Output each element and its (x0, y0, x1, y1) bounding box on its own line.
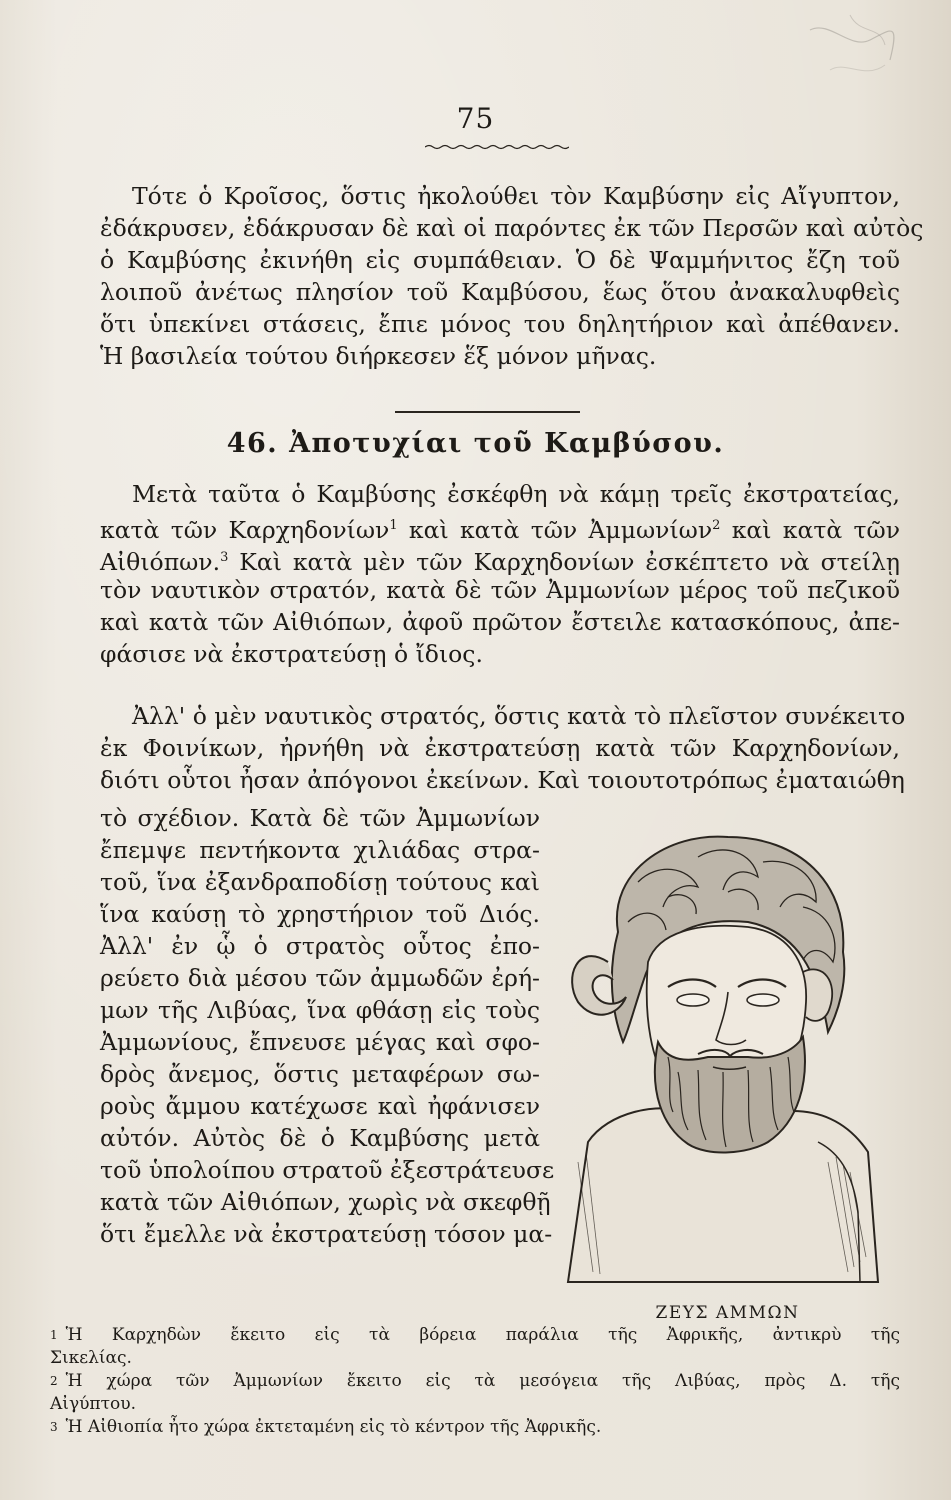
section-divider (395, 411, 580, 413)
text-segment: Αἰθιόπων. (100, 547, 221, 576)
text-line: ἐδάκρυσεν, ἐδάκρυσαν δὲ καὶ οἱ παρόντες ἐκ τῶν Περσῶν καὶ αὐτὸς (100, 214, 924, 242)
text-segment: Καὶ κατὰ μὲν τῶν Καρχηδονίων ἐσκέπτετο νὰ στείλῃ (239, 547, 900, 576)
text-segment: κατὰ τῶν Καρχηδονίων (100, 515, 390, 544)
footnote-text: Ἡ Καρχηδὼν ἔκειτο εἰς τὰ βόρεια παράλια τῆς Ἀφρικῆς, ἀντικρὺ τῆς (65, 1325, 900, 1345)
footnote-text: Ἡ Αἰθιοπία ἦτο χώρα ἐκτεταμένη εἰς τὸ κέντρον τῆς Ἀφρικῆς. (65, 1417, 602, 1437)
text-line: Τότε ὁ Κροῖσος, ὅστις ἠκολούθει τὸν Καμβύσην εἰς Αἴγυπτον, (132, 182, 900, 210)
footnote-number: 2 (50, 1374, 58, 1388)
figure-caption: ΖΕΥΣ ΑΜΜΩΝ (655, 1303, 800, 1323)
footnote-number: 1 (50, 1328, 58, 1342)
section-title: 46. Ἀποτυχίαι τοῦ Καμβύσου. (226, 428, 725, 459)
footnote-text: Ἡ χώρα τῶν Ἀμμωνίων ἔκειτο εἰς τὰ μεσόγεια τῆς Λιβύας, πρὸς Δ. τῆς (65, 1371, 900, 1391)
text-line: τοῦ ὑπολοίπου στρατοῦ ἐξεστράτευσε (100, 1156, 555, 1184)
text-line-with-notes (100, 542, 900, 574)
footnote-number: 3 (50, 1420, 58, 1434)
text-line: ἐκ Φοινίκων, ἠρνήθη νὰ ἐκστρατεύσῃ κατὰ τῶν Καρχηδονίων, (100, 734, 900, 762)
text-line: Ἀμμωνίους, ἔπνευσε μέγας καὶ σφο- (100, 1028, 540, 1056)
text-segment: καὶ κατὰ τῶν Ἀμμωνίων (408, 515, 713, 544)
text-line: διότι οὗτοι ἦσαν ἀπόγονοι ἐκείνων. Καὶ τοιουτοτρόπως ἐματαιώθη (100, 766, 905, 794)
paragraph-1 (100, 478, 900, 670)
text-line: ροὺς ἄμμου κατέχωσε καὶ ἠφάνισεν (100, 1092, 540, 1120)
text-line-with-notes (100, 510, 900, 542)
text-line: ὅτι ὑπεκίνει στάσεις, ἔπιε μόνος του δηλητήριον καὶ ἀπέθανεν. (100, 310, 900, 338)
text-line: τὸν ναυτικὸν στρατόν, κατὰ δὲ τῶν Ἀμμωνίων μέρος τοῦ πεζικοῦ (100, 576, 900, 604)
text-line: ἔπεμψε πεντήκοντα χιλιάδας στρα- (100, 836, 540, 864)
footnote-marker: 2 (712, 518, 721, 533)
text-line: Ἀλλ' ὁ μὲν ναυτικὸς στρατός, ὅστις κατὰ τὸ πλεῖστον συνέκειτο (132, 702, 906, 730)
footnote-line: Σικελίας. (50, 1348, 132, 1368)
text-line: δρὸς ἄνεμος, ὅστις μεταφέρων σω- (100, 1060, 540, 1088)
text-line: λοιποῦ ἀνέτως πλησίον τοῦ Καμβύσου, ἕως ὅτου ἀνακαλυφθεὶς (100, 278, 900, 306)
footnote-line: Αἰγύπτου. (50, 1394, 136, 1414)
footnote-line (50, 1416, 900, 1439)
wavy-rule (425, 144, 569, 150)
text-line: ἵνα καύσῃ τὸ χρηστήριον τοῦ Διός. (100, 900, 540, 928)
intro-text (100, 180, 924, 372)
footnote-marker: 1 (389, 518, 398, 533)
footnotes (50, 1324, 900, 1439)
text-line: καὶ κατὰ τῶν Αἰθιόπων, ἀφοῦ πρῶτον ἔστειλε κατασκόπους, ἀπε- (100, 608, 900, 636)
pencil-scribble (790, 10, 910, 90)
footnote-marker: 3 (220, 550, 229, 565)
text-line: Μετὰ ταῦτα ὁ Καμβύσης ἐσκέφθη νὰ κάμῃ τρεῖς ἐκστρατείας, (132, 480, 900, 508)
paragraph-2-narrow (100, 802, 555, 1250)
footnote-line (50, 1370, 900, 1393)
text-line: μων τῆς Λιβύας, ἵνα φθάσῃ εἰς τοὺς (100, 996, 540, 1024)
text-segment: καὶ κατὰ τῶν (731, 515, 900, 544)
text-line: κατὰ τῶν Αἰθιόπων, χωρὶς νὰ σκεφθῇ (100, 1188, 551, 1216)
text-line: ὅτι ἔμελλε νὰ ἐκστρατεύσῃ τόσον μα- (100, 1220, 553, 1248)
page-number: 75 (456, 102, 495, 135)
text-line: τοῦ, ἵνα ἐξανδραποδίσῃ τούτους καὶ (100, 868, 540, 896)
text-line: ὁ Καμβύσης ἐκινήθη εἰς συμπάθειαν. Ὁ δὲ Ψαμμήνιτος ἔζη τοῦ (100, 246, 900, 274)
text-line: φάσισε νὰ ἐκστρατεύσῃ ὁ ἴδιος. (100, 640, 483, 668)
text-line: ρεύετο διὰ μέσου τῶν ἀμμωδῶν ἐρή- (100, 964, 540, 992)
text-line: τὸ σχέδιον. Κατὰ δὲ τῶν Ἀμμωνίων (100, 804, 540, 832)
paragraph-2 (100, 700, 906, 796)
footnote-line (50, 1324, 900, 1347)
text-line: αὐτόν. Αὐτὸς δὲ ὁ Καμβύσης μετὰ (100, 1124, 540, 1152)
text-line: Ἡ βασιλεία τούτου διήρκεσεν ἕξ μόνον μῆνας. (100, 342, 657, 370)
zeus-ammon-bust-illustration (548, 812, 906, 1294)
text-line: Ἀλλ' ἐν ᾧ ὁ στρατὸς οὗτος ἐπο- (100, 932, 540, 960)
